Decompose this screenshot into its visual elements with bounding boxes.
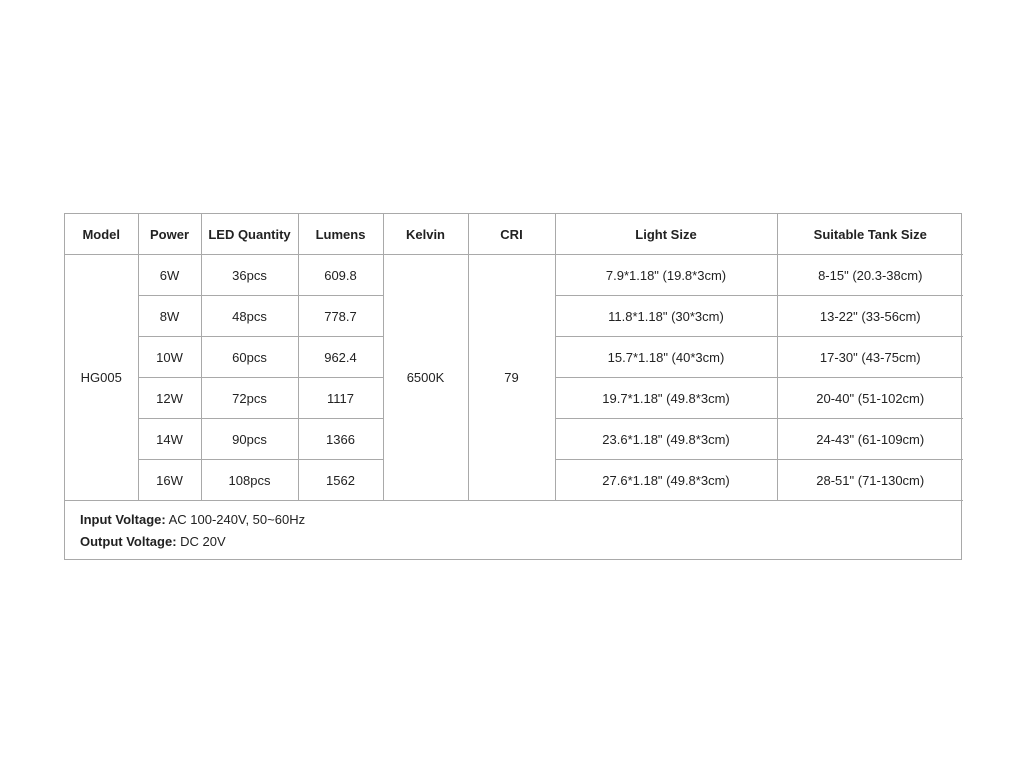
cri-cell: 79 — [468, 255, 555, 501]
light-size-cell: 11.8*1.18" (30*3cm) — [555, 296, 777, 337]
led-quantity-cell: 72pcs — [201, 378, 298, 419]
led-quantity-cell: 48pcs — [201, 296, 298, 337]
output-voltage-value: DC 20V — [176, 534, 226, 549]
spec-table-body — [65, 255, 963, 501]
spec-table-container — [64, 213, 962, 560]
input-voltage-value: AC 100-240V, 50~60Hz — [165, 512, 306, 527]
power-cell: 16W — [138, 460, 201, 501]
led-quantity-cell: 90pcs — [201, 419, 298, 460]
light-size-cell: 23.6*1.18" (49.8*3cm) — [555, 419, 777, 460]
power-cell: 8W — [138, 296, 201, 337]
lumens-cell: 1562 — [298, 460, 383, 501]
header-row — [65, 214, 963, 255]
power-cell: 12W — [138, 378, 201, 419]
power-cell: 14W — [138, 419, 201, 460]
led-quantity-cell: 36pcs — [201, 255, 298, 296]
output-voltage-label: Output Voltage: — [80, 534, 177, 549]
lumens-cell: 609.8 — [298, 255, 383, 296]
tank-size-cell: 28-51" (71-130cm) — [777, 460, 963, 501]
tank-size-cell: 24-43" (61-109cm) — [777, 419, 963, 460]
kelvin-cell: 6500K — [383, 255, 468, 501]
tank-size-cell: 17-30" (43-75cm) — [777, 337, 963, 378]
power-cell: 10W — [138, 337, 201, 378]
tank-size-cell: 8-15" (20.3-38cm) — [777, 255, 963, 296]
lumens-cell: 1117 — [298, 378, 383, 419]
header-power: Power — [138, 214, 201, 255]
spec-table — [65, 214, 963, 501]
lumens-cell: 1366 — [298, 419, 383, 460]
header-tank-size: Suitable Tank Size — [777, 214, 963, 255]
light-size-cell: 27.6*1.18" (49.8*3cm) — [555, 460, 777, 501]
output-voltage-line — [80, 531, 946, 553]
model-cell: HG005 — [65, 255, 138, 501]
lumens-cell: 778.7 — [298, 296, 383, 337]
header-lumens: Lumens — [298, 214, 383, 255]
tank-size-cell: 20-40" (51-102cm) — [777, 378, 963, 419]
light-size-cell: 15.7*1.18" (40*3cm) — [555, 337, 777, 378]
header-cri: CRI — [468, 214, 555, 255]
header-model: Model — [65, 214, 138, 255]
power-cell: 6W — [138, 255, 201, 296]
light-size-cell: 19.7*1.18" (49.8*3cm) — [555, 378, 777, 419]
led-quantity-cell: 108pcs — [201, 460, 298, 501]
light-size-cell: 7.9*1.18" (19.8*3cm) — [555, 255, 777, 296]
header-led-quantity: LED Quantity — [201, 214, 298, 255]
lumens-cell: 962.4 — [298, 337, 383, 378]
header-light-size: Light Size — [555, 214, 777, 255]
tank-size-cell: 13-22" (33-56cm) — [777, 296, 963, 337]
input-voltage-line — [80, 509, 946, 531]
header-kelvin: Kelvin — [383, 214, 468, 255]
voltage-notes — [65, 501, 961, 559]
input-voltage-label: Input Voltage: — [80, 512, 166, 527]
led-quantity-cell: 60pcs — [201, 337, 298, 378]
table-row — [65, 255, 963, 296]
